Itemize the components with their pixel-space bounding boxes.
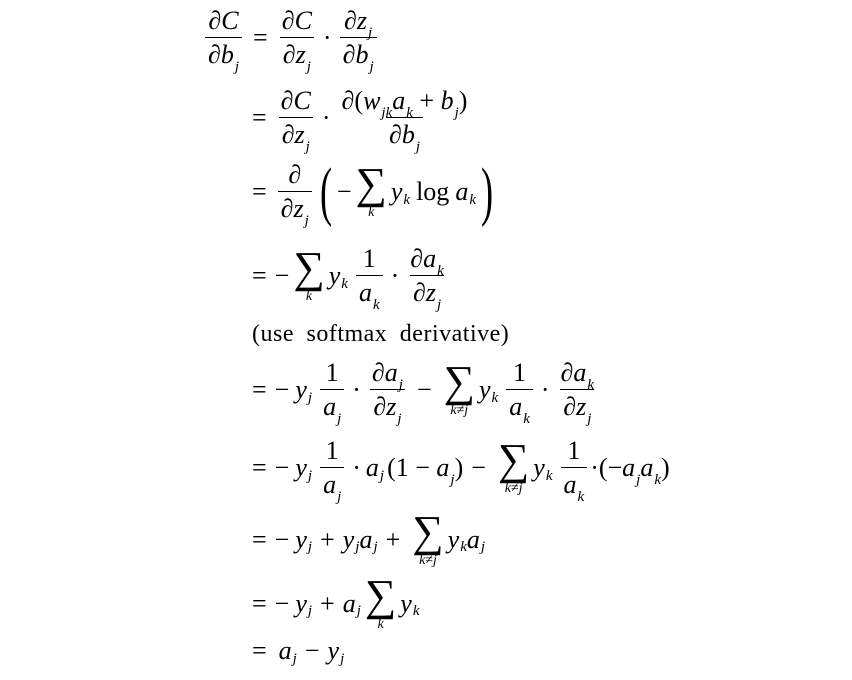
equation-line-4: = − ∑ k y k $\frac{1}{a_k}$ · $\frac{\partial a_k}{\partial z_j}$ [252,243,444,313]
equation-line-2: = $\frac{\partial C}{\partial z_j}$ · $\frac{\partial(w_{jk}a_k + b_j)}{\partial b_j}$ [252,86,468,155]
equation-line-8: = − y j + y j a j + ∑ k≠j y k a j [252,507,486,568]
equation-line-10: = a j − y j [252,636,345,667]
equation-line-9: = − y j + a j ∑ k y k [252,571,420,632]
equation-line-7: = − y j $\frac{1}{a_j}$ · a j $(1 - a_j)$ − ∑ k≠j y k $\frac{1}{a_k}$ $\cdot(-a_ja_k)$ [252,435,670,505]
equation-line-3: = $\frac{\partial}{\partial z_j}$ ( − ∑ k y k log a k ) [252,154,494,229]
softmax-note [252,322,509,346]
equation-line-1: $\frac{\partial C}{\partial b_j}$ = $\frac{\partial C}{\partial z_j}$ · $\frac{\partial z_j}{\partial b_j}$ [202,8,380,68]
note-text: (use softmax derivative) [252,321,510,347]
equation-line-6: = − y j $\frac{1}{a_j}$ · $\frac{\partial a_j}{\partial z_j}$ − ∑ k≠j y k $\frac{1}{a_k}$ · $\frac{\partial a_k}{\partial z_j}$ [252,357,595,427]
